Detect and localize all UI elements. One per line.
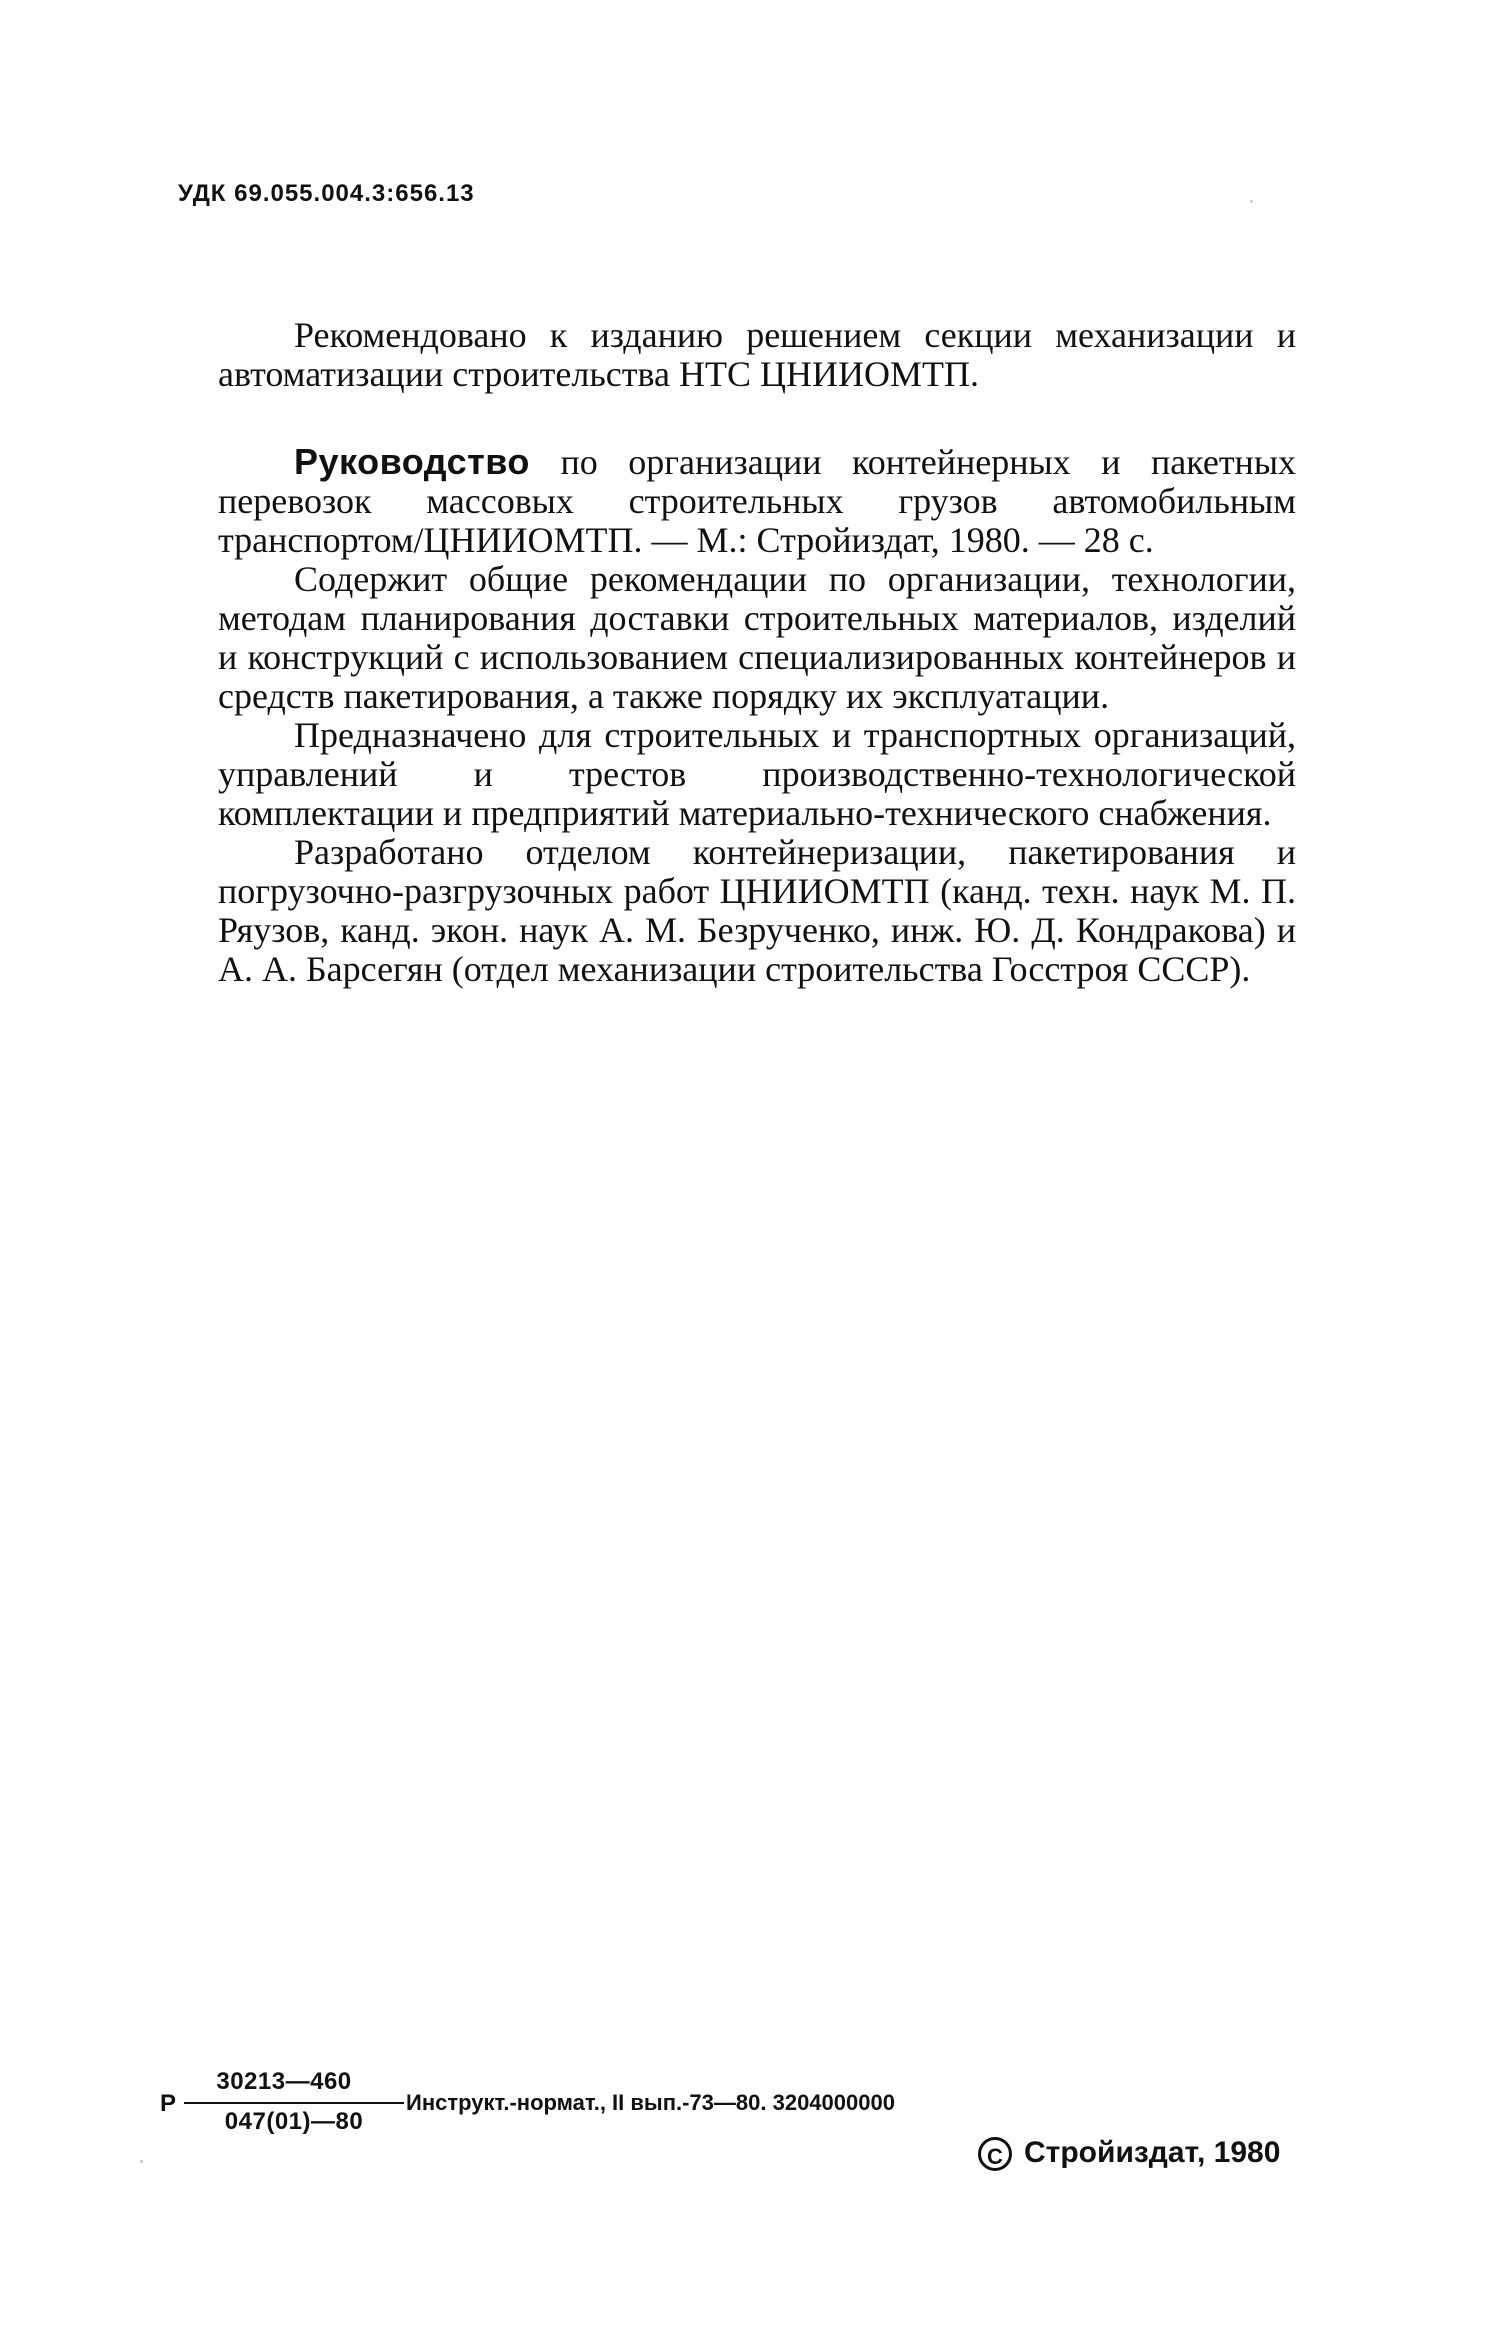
code-fraction xyxy=(184,2068,895,2148)
copyright-line xyxy=(978,2136,1280,2171)
fraction-line xyxy=(184,2102,404,2104)
copyright-icon: С xyxy=(978,2137,1012,2171)
udk-code: УДК 69.055.004.3:656.13 xyxy=(178,180,475,207)
scan-speck xyxy=(140,2160,143,2163)
code-tail: Инструкт.-нормат., II вып.-73—80. 3204000000 xyxy=(406,2090,895,2115)
code-denominator: 047(01)—80 xyxy=(224,2108,364,2135)
scan-speck xyxy=(1250,200,1253,203)
authors-paragraph: Разработано отделом контейнеризации, пакетирования и погрузочно-разгрузочных работ ЦНИИОМТП (канд. техн. наук М. П. Ряузов, канд. экон. наук А. М. Безрученко, инж. Ю. Д. Кондракова) и А. А. Барсегян (отдел механизации строительства Госстроя СССР). xyxy=(218,832,1296,989)
copyright-text: Стройиздат, 1980 xyxy=(1024,2136,1281,2169)
recommendation-note xyxy=(218,316,1296,394)
bibliographic-entry xyxy=(218,442,1296,560)
annotation-block xyxy=(218,442,1296,989)
audience-paragraph: Предназначено для строительных и транспортных организаций, управлений и трестов производственно-технологической комплектации и предприятий материально-технического снабжения. xyxy=(218,715,1296,833)
bibliographic-details: по организации контейнерных и пакетных перевозок массовых строительных грузов автомобильным транспортом/ЦНИИОМТП. — М.: Стройиздат, 1980. — 28 с. xyxy=(218,442,1296,560)
code-numerator: 30213—460 xyxy=(216,2068,352,2095)
code-prefix: Р xyxy=(160,2090,177,2117)
document-title-lead: Руководство xyxy=(294,441,530,482)
contents-paragraph: Содержит общие рекомендации по организации, технологии, методам планирования доставки строительных материалов, изделий и конструкций с использованием специализированных контейнеров и средств пакетирования, а также порядку их эксплуатации. xyxy=(218,559,1296,716)
recommendation-text: Рекомендовано к изданию решением секции механизации и автоматизации строительства НТС ЦНИИОМТП. xyxy=(218,315,1296,394)
